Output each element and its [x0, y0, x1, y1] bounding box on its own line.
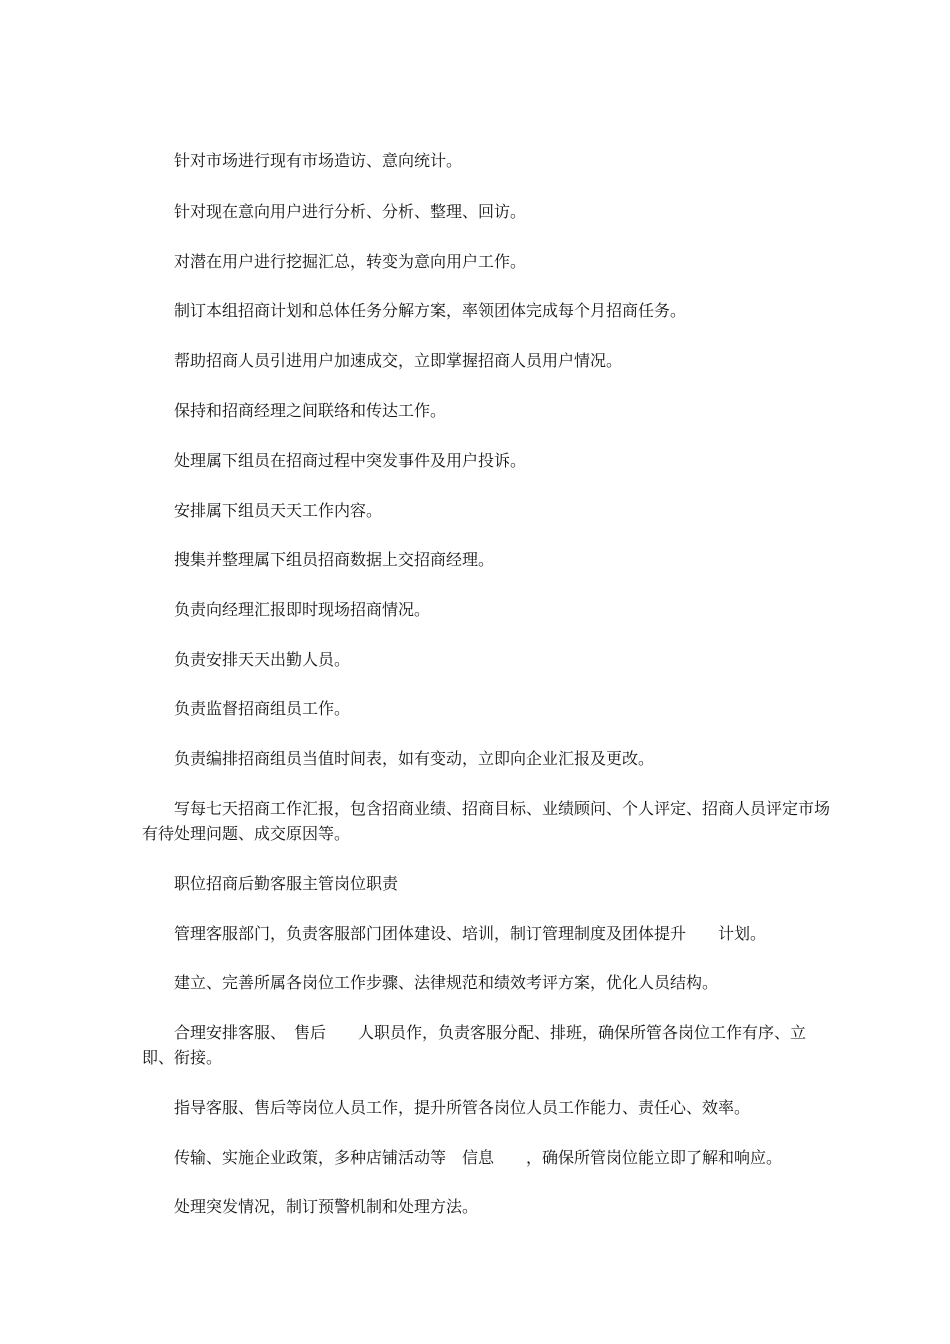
paragraph-18: 指导客服、售后等岗位人员工作，提升所管各岗位人员工作能力、责任心、效率。	[174, 1098, 751, 1117]
paragraph-12: 负责监督招商组员工作。	[174, 699, 351, 718]
paragraph-13: 负责编排招商组员当值时间表，如有变动，立即向企业汇报及更改。	[174, 749, 655, 768]
paragraph-10: 负责向经理汇报即时现场招商情况。	[174, 600, 431, 619]
paragraph-5: 帮助招商人员引进用户加速成交，立即掌握招商人员用户情况。	[174, 351, 623, 370]
paragraph-20: 处理突发情况，制订预警机制和处理方法。	[174, 1197, 479, 1216]
paragraph-15: 管理客服部门，负责客服部门团体建设、培训，制订管理制度及团体提升 计划。	[174, 924, 767, 943]
paragraph-2: 针对现在意向用户进行分析、分析、整理、回访。	[174, 202, 527, 221]
paragraph-3: 对潜在用户进行挖掘汇总，转变为意向用户工作。	[174, 252, 527, 271]
paragraph-19: 传输、实施企业政策，多种店铺活动等 信息 ，确保所管岗位能立即了解和响应。	[174, 1148, 783, 1167]
paragraph-1: 针对市场进行现有市场造访、意向统计。	[174, 151, 463, 170]
paragraph-11: 负责安排天天出勤人员。	[174, 650, 351, 669]
paragraph-4: 制订本组招商计划和总体任务分解方案，率领团体完成每个月招商任务。	[174, 301, 687, 320]
paragraph-7: 处理属下组员在招商过程中突发事件及用户投诉。	[174, 451, 527, 470]
paragraph-9: 搜集并整理属下组员招商数据上交招商经理。	[174, 550, 495, 569]
paragraph-6: 保持和招商经理之间联络和传达工作。	[174, 401, 447, 420]
paragraph-8: 安排属下组员天天工作内容。	[174, 501, 383, 520]
paragraph-17: 合理安排客服、 售后 人职员作，负责客服分配、排班，确保所管各岗位工作有序、立即、衔接。	[142, 1023, 807, 1067]
paragraph-14: 写每七天招商工作汇报，包含招商业绩、招商目标、业绩顾问、个人评定、招商人员评定市场有待处理问题、成交原因等。	[142, 799, 831, 843]
paragraph-16: 建立、完善所属各岗位工作步骤、法律规范和绩效考评方案，优化人员结构。	[174, 973, 719, 992]
section-heading: 职位招商后勤客服主管岗位职责	[174, 874, 399, 893]
